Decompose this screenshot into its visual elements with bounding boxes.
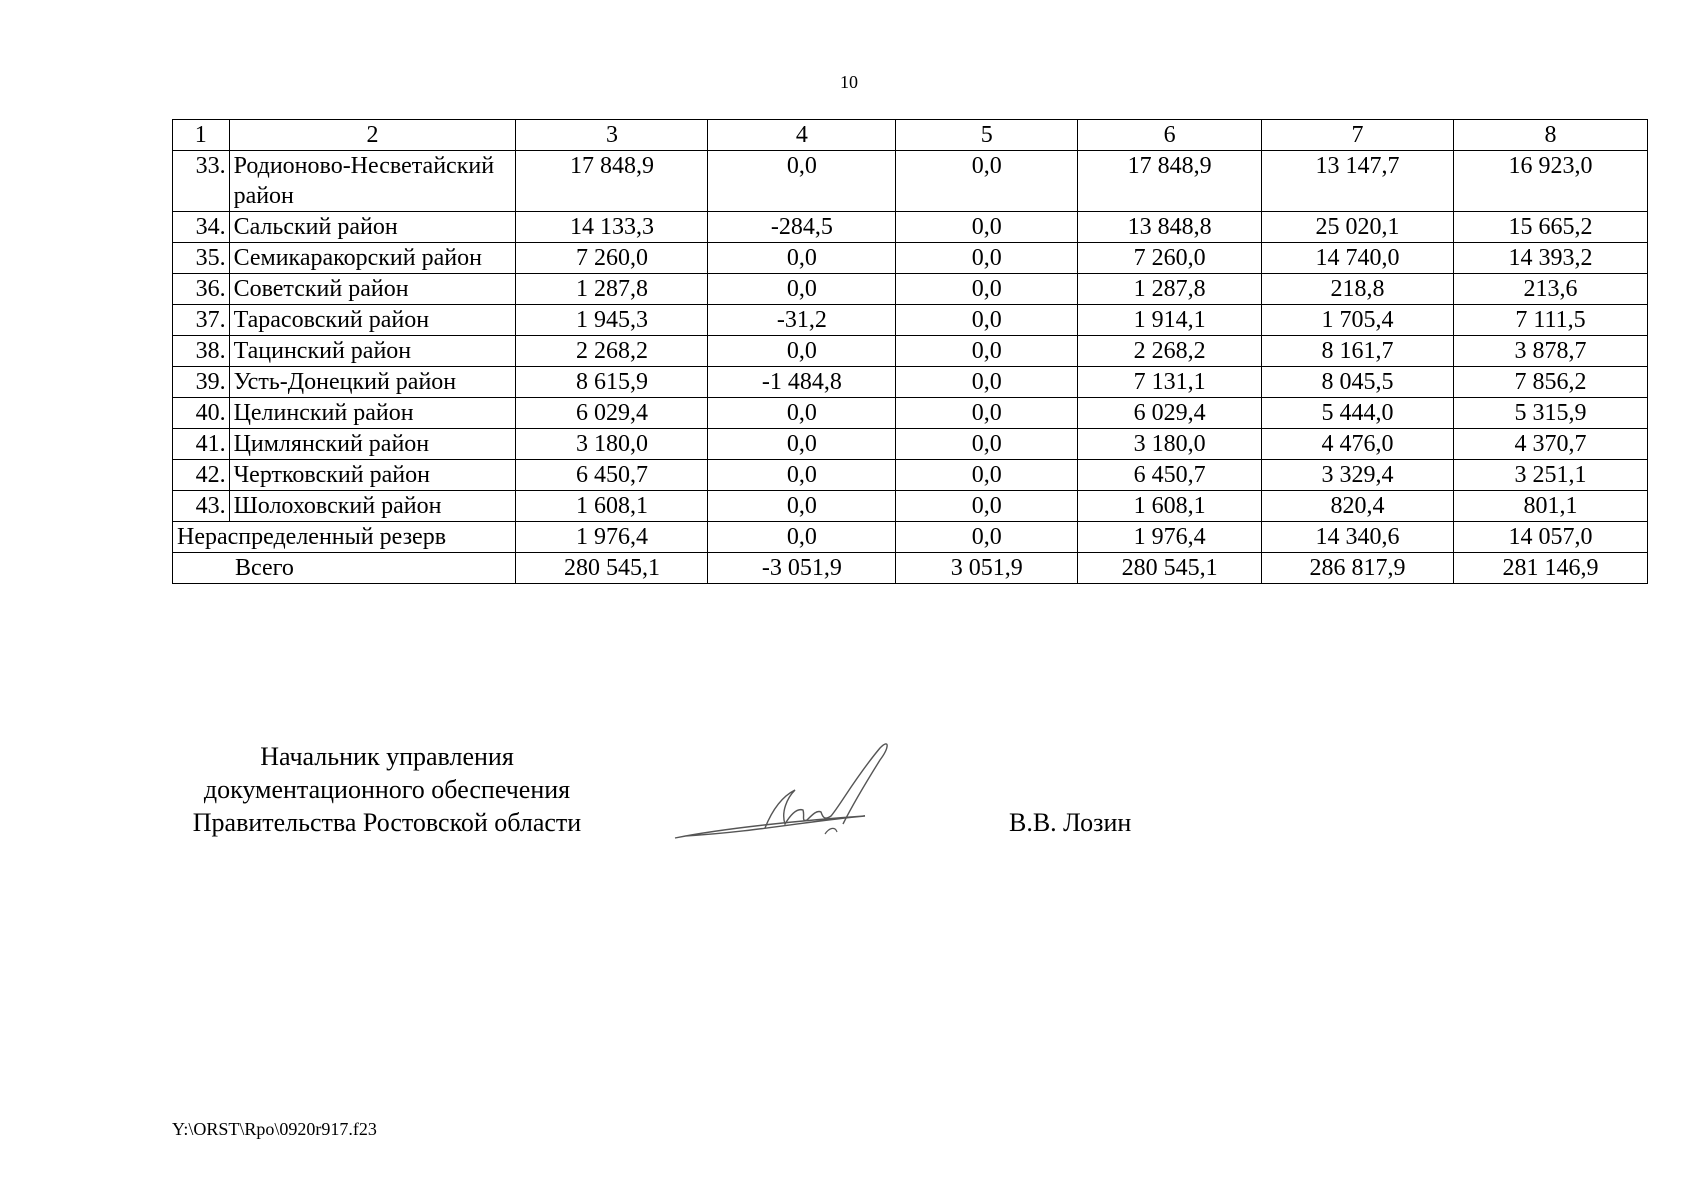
value-cell: 14 340,6 bbox=[1262, 522, 1454, 553]
signature-title-line: документационного обеспечения bbox=[203, 775, 571, 804]
value-cell: 8 615,9 bbox=[516, 367, 708, 398]
value-cell: 0,0 bbox=[896, 274, 1078, 305]
table-row bbox=[173, 491, 1648, 522]
value-cell: 0,0 bbox=[896, 491, 1078, 522]
value-cell: 6 450,7 bbox=[1078, 460, 1262, 491]
district-name: Семикаракорский район bbox=[229, 243, 516, 274]
value-cell: 4 476,0 bbox=[1262, 429, 1454, 460]
district-name: Сальский район bbox=[229, 212, 516, 243]
value-cell: 0,0 bbox=[708, 274, 896, 305]
value-cell: 0,0 bbox=[708, 336, 896, 367]
value-cell: 0,0 bbox=[708, 522, 896, 553]
handwritten-signature bbox=[665, 728, 965, 848]
table-row bbox=[173, 429, 1648, 460]
value-cell: 4 370,7 bbox=[1453, 429, 1647, 460]
value-cell: 17 848,9 bbox=[516, 151, 708, 212]
value-cell: 16 923,0 bbox=[1453, 151, 1647, 212]
value-cell: -284,5 bbox=[708, 212, 896, 243]
value-cell: 0,0 bbox=[896, 336, 1078, 367]
page-number: 10 bbox=[840, 72, 858, 92]
district-name: Тарасовский район bbox=[229, 305, 516, 336]
value-cell: 0,0 bbox=[896, 398, 1078, 429]
value-cell: 218,8 bbox=[1262, 274, 1454, 305]
table-row bbox=[173, 274, 1648, 305]
value-cell: 0,0 bbox=[896, 429, 1078, 460]
header-cell: 4 bbox=[708, 120, 896, 151]
total-row bbox=[173, 553, 1648, 584]
row-number: 35. bbox=[173, 243, 230, 274]
value-cell: 1 945,3 bbox=[516, 305, 708, 336]
value-cell: 14 133,3 bbox=[516, 212, 708, 243]
value-cell: 6 029,4 bbox=[1078, 398, 1262, 429]
budget-table bbox=[172, 119, 1648, 584]
value-cell: 3 878,7 bbox=[1453, 336, 1647, 367]
district-name: Тацинский район bbox=[229, 336, 516, 367]
row-number: 33. bbox=[173, 151, 230, 212]
value-cell: 1 287,8 bbox=[1078, 274, 1262, 305]
row-number: 37. bbox=[173, 305, 230, 336]
table-row bbox=[173, 212, 1648, 243]
value-cell: 0,0 bbox=[896, 367, 1078, 398]
header-cell: 8 bbox=[1453, 120, 1647, 151]
reserve-row bbox=[173, 522, 1648, 553]
district-name: Родионово-Несветайский район bbox=[229, 151, 516, 212]
table-body bbox=[173, 120, 1648, 584]
value-cell: 14 057,0 bbox=[1453, 522, 1647, 553]
value-cell: 280 545,1 bbox=[1078, 553, 1262, 584]
value-cell: 17 848,9 bbox=[1078, 151, 1262, 212]
header-cell: 2 bbox=[229, 120, 516, 151]
value-cell: 7 856,2 bbox=[1453, 367, 1647, 398]
value-cell: 14 740,0 bbox=[1262, 243, 1454, 274]
value-cell: 2 268,2 bbox=[1078, 336, 1262, 367]
row-number: 34. bbox=[173, 212, 230, 243]
value-cell: 3 329,4 bbox=[1262, 460, 1454, 491]
value-cell: 1 705,4 bbox=[1262, 305, 1454, 336]
district-name: Цимлянский район bbox=[229, 429, 516, 460]
value-cell: 0,0 bbox=[896, 460, 1078, 491]
value-cell: 213,6 bbox=[1453, 274, 1647, 305]
value-cell: 7 260,0 bbox=[516, 243, 708, 274]
value-cell: -3 051,9 bbox=[708, 553, 896, 584]
value-cell: 0,0 bbox=[896, 305, 1078, 336]
file-path: Y:\ORST\Rpo\0920r917.f23 bbox=[172, 1119, 377, 1139]
header-cell: 5 bbox=[896, 120, 1078, 151]
table-row bbox=[173, 305, 1648, 336]
value-cell: 286 817,9 bbox=[1262, 553, 1454, 584]
reserve-label: Нераспределенный резерв bbox=[173, 522, 516, 553]
value-cell: 0,0 bbox=[708, 398, 896, 429]
table-row bbox=[173, 243, 1648, 274]
value-cell: -31,2 bbox=[708, 305, 896, 336]
value-cell: 2 268,2 bbox=[516, 336, 708, 367]
table-row bbox=[173, 398, 1648, 429]
value-cell: 0,0 bbox=[708, 491, 896, 522]
row-number: 42. bbox=[173, 460, 230, 491]
value-cell: 1 914,1 bbox=[1078, 305, 1262, 336]
row-number: 41. bbox=[173, 429, 230, 460]
signature-title-line: Начальник управления bbox=[260, 742, 514, 771]
value-cell: 5 315,9 bbox=[1453, 398, 1647, 429]
district-name: Чертковский район bbox=[229, 460, 516, 491]
header-cell: 3 bbox=[516, 120, 708, 151]
value-cell: 1 608,1 bbox=[1078, 491, 1262, 522]
value-cell: 0,0 bbox=[896, 151, 1078, 212]
table-row bbox=[173, 367, 1648, 398]
value-cell: 25 020,1 bbox=[1262, 212, 1454, 243]
value-cell: -1 484,8 bbox=[708, 367, 896, 398]
value-cell: 5 444,0 bbox=[1262, 398, 1454, 429]
district-name: Усть-Донецкий район bbox=[229, 367, 516, 398]
signature-title-block bbox=[172, 740, 602, 839]
value-cell: 13 848,8 bbox=[1078, 212, 1262, 243]
signature-title-line: Правительства Ростовской области bbox=[192, 808, 582, 837]
value-cell: 13 147,7 bbox=[1262, 151, 1454, 212]
row-number: 36. bbox=[173, 274, 230, 305]
value-cell: 280 545,1 bbox=[516, 553, 708, 584]
value-cell: 0,0 bbox=[708, 151, 896, 212]
district-name: Целинский район bbox=[229, 398, 516, 429]
value-cell: 1 976,4 bbox=[1078, 522, 1262, 553]
table-row bbox=[173, 336, 1648, 367]
value-cell: 0,0 bbox=[896, 212, 1078, 243]
value-cell: 3 180,0 bbox=[1078, 429, 1262, 460]
header-cell: 7 bbox=[1262, 120, 1454, 151]
value-cell: 3 051,9 bbox=[896, 553, 1078, 584]
value-cell: 15 665,2 bbox=[1453, 212, 1647, 243]
value-cell: 8 045,5 bbox=[1262, 367, 1454, 398]
row-number: 43. bbox=[173, 491, 230, 522]
value-cell: 0,0 bbox=[708, 243, 896, 274]
value-cell: 1 287,8 bbox=[516, 274, 708, 305]
value-cell: 0,0 bbox=[708, 460, 896, 491]
table-row bbox=[173, 460, 1648, 491]
header-cell: 6 bbox=[1078, 120, 1262, 151]
signatory-name: В.В. Лозин bbox=[1009, 808, 1132, 837]
value-cell: 3 251,1 bbox=[1453, 460, 1647, 491]
value-cell: 14 393,2 bbox=[1453, 243, 1647, 274]
value-cell: 6 450,7 bbox=[516, 460, 708, 491]
value-cell: 7 111,5 bbox=[1453, 305, 1647, 336]
value-cell: 7 131,1 bbox=[1078, 367, 1262, 398]
value-cell: 801,1 bbox=[1453, 491, 1647, 522]
value-cell: 1 608,1 bbox=[516, 491, 708, 522]
value-cell: 8 161,7 bbox=[1262, 336, 1454, 367]
row-number: 38. bbox=[173, 336, 230, 367]
value-cell: 7 260,0 bbox=[1078, 243, 1262, 274]
value-cell: 1 976,4 bbox=[516, 522, 708, 553]
value-cell: 3 180,0 bbox=[516, 429, 708, 460]
value-cell: 281 146,9 bbox=[1453, 553, 1647, 584]
value-cell: 820,4 bbox=[1262, 491, 1454, 522]
table-header-row bbox=[173, 120, 1648, 151]
total-label: Всего bbox=[173, 553, 516, 584]
value-cell: 0,0 bbox=[896, 243, 1078, 274]
table-row bbox=[173, 151, 1648, 212]
row-number: 39. bbox=[173, 367, 230, 398]
value-cell: 0,0 bbox=[896, 522, 1078, 553]
district-name: Советский район bbox=[229, 274, 516, 305]
row-number: 40. bbox=[173, 398, 230, 429]
district-name: Шолоховский район bbox=[229, 491, 516, 522]
header-cell: 1 bbox=[173, 120, 230, 151]
value-cell: 0,0 bbox=[708, 429, 896, 460]
value-cell: 6 029,4 bbox=[516, 398, 708, 429]
